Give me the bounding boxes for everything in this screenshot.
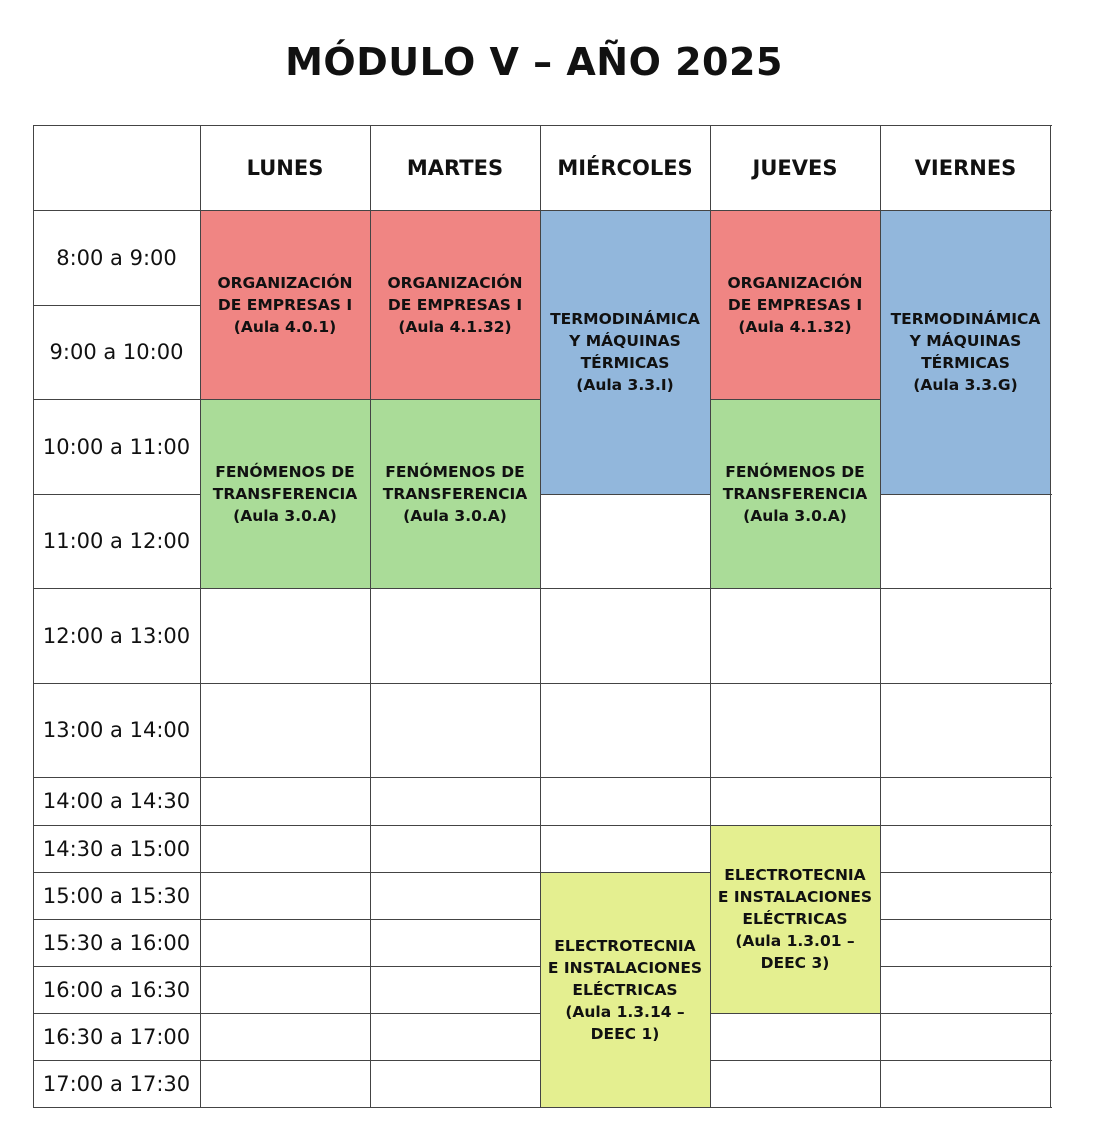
grid-line [540, 588, 711, 589]
class-label [217, 272, 352, 338]
grid-line [33, 305, 201, 306]
time-slot-label: 16:00 a 16:30 [42, 977, 191, 1002]
grid-line [33, 825, 201, 826]
class-label-line: TÉRMICAS [921, 354, 1010, 372]
class-label-line: ORGANIZACIÓN [217, 273, 353, 292]
class-label-line: DEEC 1) [590, 1025, 660, 1043]
class-label [383, 461, 527, 527]
grid-line [200, 777, 371, 778]
grid-line [370, 588, 541, 589]
grid-line [710, 125, 711, 1108]
class-label-line: (Aula 3.3.G) [913, 376, 1018, 394]
grid-line [200, 588, 371, 589]
class-label [727, 272, 862, 338]
class-label [548, 935, 702, 1045]
grid-line [880, 125, 881, 1108]
class-label-line: FENÓMENOS DE [385, 462, 525, 481]
grid-line [33, 777, 201, 778]
grid-line [880, 1107, 1052, 1108]
grid-line [880, 125, 1052, 126]
class-label-line: TÉRMICAS [580, 354, 670, 372]
grid-line [540, 125, 711, 126]
class-label-line: FENÓMENOS DE [215, 462, 355, 481]
class-label [550, 308, 700, 396]
time-slot-label: 9:00 a 10:00 [49, 340, 184, 364]
class-block [540, 210, 710, 494]
class-label-line: (Aula 4.1.32) [738, 317, 852, 336]
class-label-line: DE EMPRESAS I [217, 295, 353, 314]
class-label-line: ORGANIZACIÓN [387, 273, 523, 292]
grid-line [200, 399, 371, 400]
grid-line [200, 683, 371, 684]
grid-line [370, 683, 541, 684]
class-label-line: DE EMPRESAS I [387, 295, 523, 314]
grid-line [33, 125, 34, 1108]
class-label-line: TRANSFERENCIA [382, 484, 528, 503]
grid-line [370, 825, 541, 826]
grid-line [33, 210, 201, 211]
grid-line [200, 1013, 371, 1014]
class-label-line: ELÉCTRICAS [742, 910, 848, 928]
class-block [880, 210, 1051, 494]
time-slot-label: 11:00 a 12:00 [42, 529, 191, 553]
class-block [370, 210, 540, 399]
time-slot-label: 16:30 a 17:00 [42, 1024, 191, 1049]
grid-line [880, 683, 1052, 684]
grid-line [33, 125, 201, 126]
day-header: VIERNES [914, 155, 1017, 180]
grid-line [710, 588, 881, 589]
grid-line [710, 1013, 881, 1014]
class-label-line: TERMODINÁMICA [550, 310, 700, 328]
class-label-line: (Aula 1.3.01 – [735, 932, 855, 950]
class-label-line: Y MÁQUINAS [569, 332, 681, 350]
grid-line [200, 1107, 371, 1108]
class-block [710, 210, 880, 399]
grid-line [200, 825, 371, 826]
grid-line [540, 494, 711, 495]
grid-line [540, 872, 711, 873]
class-label-line: ELECTROTECNIA [724, 866, 866, 884]
class-label [718, 864, 872, 974]
grid-line [710, 210, 881, 211]
class-label-line: TERMODINÁMICA [890, 310, 1041, 328]
time-slot-label: 12:00 a 13:00 [42, 623, 191, 648]
time-slot-label: 14:30 a 15:00 [42, 836, 191, 861]
day-header: LUNES [246, 155, 324, 180]
grid-line [880, 777, 1052, 778]
grid-line [370, 777, 541, 778]
grid-line [370, 125, 541, 126]
time-slot-label: 17:00 a 17:30 [42, 1072, 191, 1096]
grid-line [33, 1013, 201, 1014]
class-block [200, 399, 370, 588]
grid-line [370, 1060, 541, 1061]
grid-line [33, 1107, 201, 1108]
grid-line [33, 1060, 201, 1061]
time-slot-label: 8:00 a 9:00 [56, 245, 177, 270]
grid-line [33, 919, 201, 920]
day-header: MIÉRCOLES [557, 155, 693, 180]
class-label-line: TRANSFERENCIA [212, 484, 358, 503]
grid-line [880, 1013, 1052, 1014]
grid-line [540, 1107, 711, 1108]
class-label-line: ORGANIZACIÓN [727, 273, 863, 292]
class-label [213, 461, 357, 527]
class-label-line: (Aula 3.0.A) [403, 506, 507, 525]
time-slot-label: 14:00 a 14:30 [42, 789, 191, 813]
class-label [891, 308, 1041, 396]
class-label [387, 272, 522, 338]
grid-line [33, 588, 201, 589]
grid-line [540, 777, 711, 778]
class-label-line: DE EMPRESAS I [727, 295, 863, 314]
grid-line [33, 494, 201, 495]
grid-line [710, 825, 881, 826]
grid-line [200, 210, 371, 211]
grid-line [33, 966, 201, 967]
schedule-table [33, 125, 1051, 1108]
class-label-line: DEEC 3) [760, 954, 830, 972]
grid-line [880, 210, 1052, 211]
class-block [540, 872, 710, 1108]
grid-line [540, 125, 541, 1108]
time-slot-label: 13:00 a 14:00 [42, 718, 191, 742]
class-label [723, 461, 867, 527]
grid-line [1050, 125, 1051, 1108]
grid-line [200, 125, 201, 1108]
grid-line [33, 872, 201, 873]
grid-line [200, 125, 371, 126]
class-block [710, 399, 880, 588]
grid-line [880, 872, 1052, 873]
page-title: MÓDULO V – AÑO 2025 [285, 40, 783, 84]
grid-line [880, 494, 1052, 495]
grid-line [880, 588, 1052, 589]
grid-line [710, 125, 881, 126]
grid-line [370, 1107, 541, 1108]
grid-line [370, 399, 541, 400]
grid-line [710, 777, 881, 778]
grid-line [880, 825, 1052, 826]
grid-line [880, 919, 1052, 920]
class-block [200, 210, 370, 399]
grid-line [370, 966, 541, 967]
grid-line [540, 825, 711, 826]
time-slot-label: 15:00 a 15:30 [42, 883, 191, 908]
grid-line [540, 683, 711, 684]
grid-line [370, 919, 541, 920]
grid-line [710, 399, 881, 400]
class-label-line: ELECTROTECNIA [554, 937, 696, 955]
class-label-line: TRANSFERENCIA [722, 484, 868, 503]
class-label-line: ELÉCTRICAS [572, 981, 678, 999]
grid-line [200, 919, 371, 920]
grid-line [880, 966, 1052, 967]
class-label-line: Y MÁQUINAS [909, 332, 1022, 350]
grid-line [370, 1013, 541, 1014]
class-label-line: (Aula 3.0.A) [743, 506, 847, 525]
grid-line [200, 1060, 371, 1061]
grid-line [200, 872, 371, 873]
grid-line [370, 210, 541, 211]
class-label-line: E INSTALACIONES [547, 959, 703, 977]
grid-line [710, 1060, 881, 1061]
grid-line [200, 966, 371, 967]
grid-line [710, 1107, 881, 1108]
grid-line [33, 683, 201, 684]
time-slot-label: 15:30 a 16:00 [42, 930, 191, 955]
class-block [710, 825, 880, 1013]
class-label-line: (Aula 4.0.1) [233, 317, 337, 336]
grid-line [370, 125, 371, 1108]
time-slot-label: 10:00 a 11:00 [42, 434, 191, 459]
class-label-line: (Aula 4.1.32) [398, 317, 512, 336]
class-label-line: FENÓMENOS DE [725, 462, 865, 481]
grid-line [540, 210, 711, 211]
class-label-line: (Aula 1.3.14 – [565, 1003, 685, 1021]
class-label-line: (Aula 3.3.I) [576, 376, 674, 394]
day-header: MARTES [406, 155, 504, 180]
class-label-line: E INSTALACIONES [717, 888, 873, 906]
grid-line [33, 399, 201, 400]
grid-line [880, 1060, 1052, 1061]
day-header: JUEVES [752, 155, 838, 180]
grid-line [710, 683, 881, 684]
class-label-line: (Aula 3.0.A) [233, 506, 337, 525]
grid-line [370, 872, 541, 873]
class-block [370, 399, 540, 588]
